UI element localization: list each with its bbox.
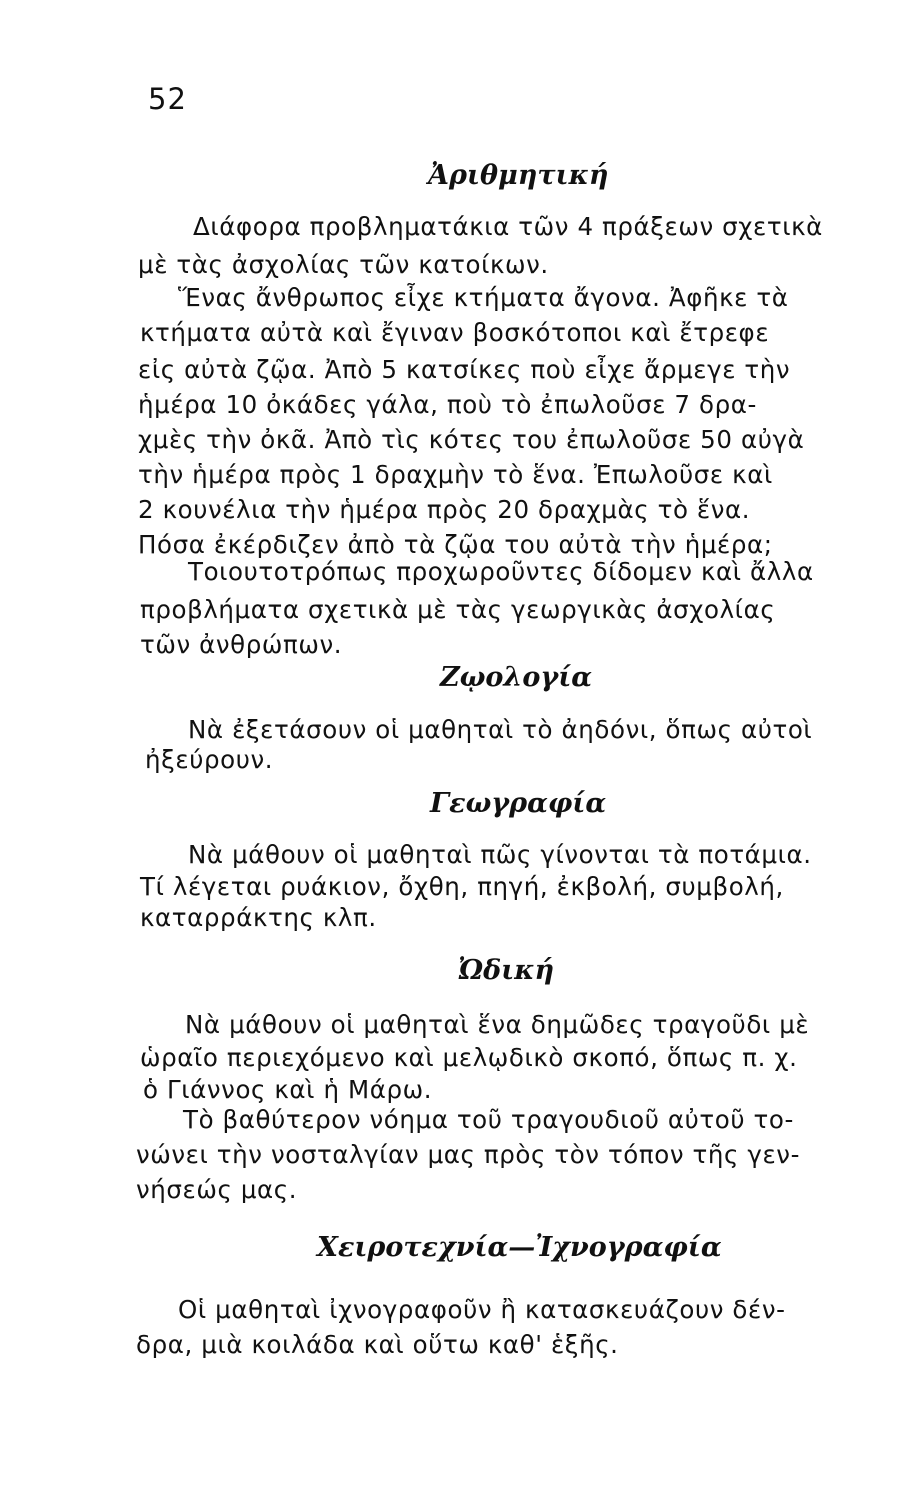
handicraft-line: δρα, μιὰ κοιλάδα καὶ οὕτω καθ' ἑξῆς. <box>136 1330 619 1359</box>
page-number: 52 <box>148 82 187 116</box>
music-line: Τὸ βαθύτερον νόημα τοῦ τραγουδιοῦ αὐτοῦ το- <box>183 1105 794 1134</box>
zoology-line: ἠξεύρουν. <box>145 745 274 774</box>
section-heading-arithmetic: Ἀριθμητική <box>428 160 609 191</box>
geography-line: Νὰ μάθουν οἱ μαθηταὶ πῶς γίνονται τὰ ποτάμια. <box>188 840 812 869</box>
music-line: ὡραῖο περιεχόμενο καὶ μελῳδικὸ σκοπό, ὅπως π. χ. <box>140 1043 798 1072</box>
arithmetic-line: Ἕνας ἄνθρωπος εἶχε κτήματα ἄγονα. Ἀφῆκε τὰ <box>178 283 789 312</box>
section-heading-handicraft: Χειροτεχνία—Ἰχνογραφία <box>317 1232 722 1263</box>
arithmetic-line: κτήματα αὐτὰ καὶ ἔγιναν βοσκότοποι καὶ ἔτρεφε <box>140 318 770 347</box>
arithmetic-line: εἰς αὐτὰ ζῷα. Ἀπὸ 5 κατσίκες ποὺ εἶχε ἄρμεγε τὴν <box>138 355 791 384</box>
arithmetic-line: τὴν ἡμέρα πρὸς 1 δραχμὴν τὸ ἕνα. Ἐπωλοῦσε καὶ <box>138 460 773 489</box>
arithmetic-line: χμὲς τὴν ὀκᾶ. Ἀπὸ τὶς κότες του ἐπωλοῦσε 50 αὐγὰ <box>138 425 805 454</box>
arithmetic-line: Τοιουτοτρόπως προχωροῦντες δίδομεν καὶ ἄλλα <box>188 557 814 586</box>
arithmetic-line: Διάφορα προβληματάκια τῶν 4 πράξεων σχετικὰ <box>193 212 823 241</box>
arithmetic-line: προβλήματα σχετικὰ μὲ τὰς γεωργικὰς ἀσχολίας <box>140 595 776 624</box>
section-heading-geography: Γεωγραφία <box>430 788 607 819</box>
arithmetic-line: Πόσα ἐκέρδιζεν ἀπὸ τὰ ζῷα του αὐτὰ τὴν ἡμέρα; <box>138 530 773 559</box>
geography-line: καταρράκτης κλπ. <box>140 903 377 932</box>
section-heading-zoology: Ζῳολογία <box>440 662 593 693</box>
music-line: νώνει τὴν νοσταλγίαν μας πρὸς τὸν τόπον τῆς γεν- <box>136 1140 801 1169</box>
music-line: νήσεώς μας. <box>136 1175 298 1204</box>
section-heading-music: Ὠδική <box>458 955 555 986</box>
arithmetic-line: ἡμέρα 10 ὀκάδες γάλα, ποὺ τὸ ἐπωλοῦσε 7 δρα- <box>138 390 757 419</box>
handicraft-line: Οἱ μαθηταὶ ἰχνογραφοῦν ἢ κατασκευάζουν δέν- <box>178 1295 786 1324</box>
arithmetic-line: τῶν ἀνθρώπων. <box>140 630 343 659</box>
music-line: Νὰ μάθουν οἱ μαθηταὶ ἕνα δημῶδες τραγοῦδι μὲ <box>185 1010 810 1039</box>
arithmetic-line: 2 κουνέλια τὴν ἡμέρα πρὸς 20 δραχμὰς τὸ ἕνα. <box>138 495 751 524</box>
music-line: ὁ Γιάννος καὶ ἡ Μάρω. <box>143 1075 433 1104</box>
geography-line: Τί λέγεται ρυάκιον, ὄχθη, πηγή, ἐκβολή, συμβολή, <box>140 872 784 901</box>
arithmetic-line: μὲ τὰς ἀσχολίας τῶν κατοίκων. <box>138 250 549 279</box>
zoology-line: Νὰ ἐξετάσουν οἱ μαθηταὶ τὸ ἀηδόνι, ὅπως αὐτοὶ <box>188 715 813 744</box>
